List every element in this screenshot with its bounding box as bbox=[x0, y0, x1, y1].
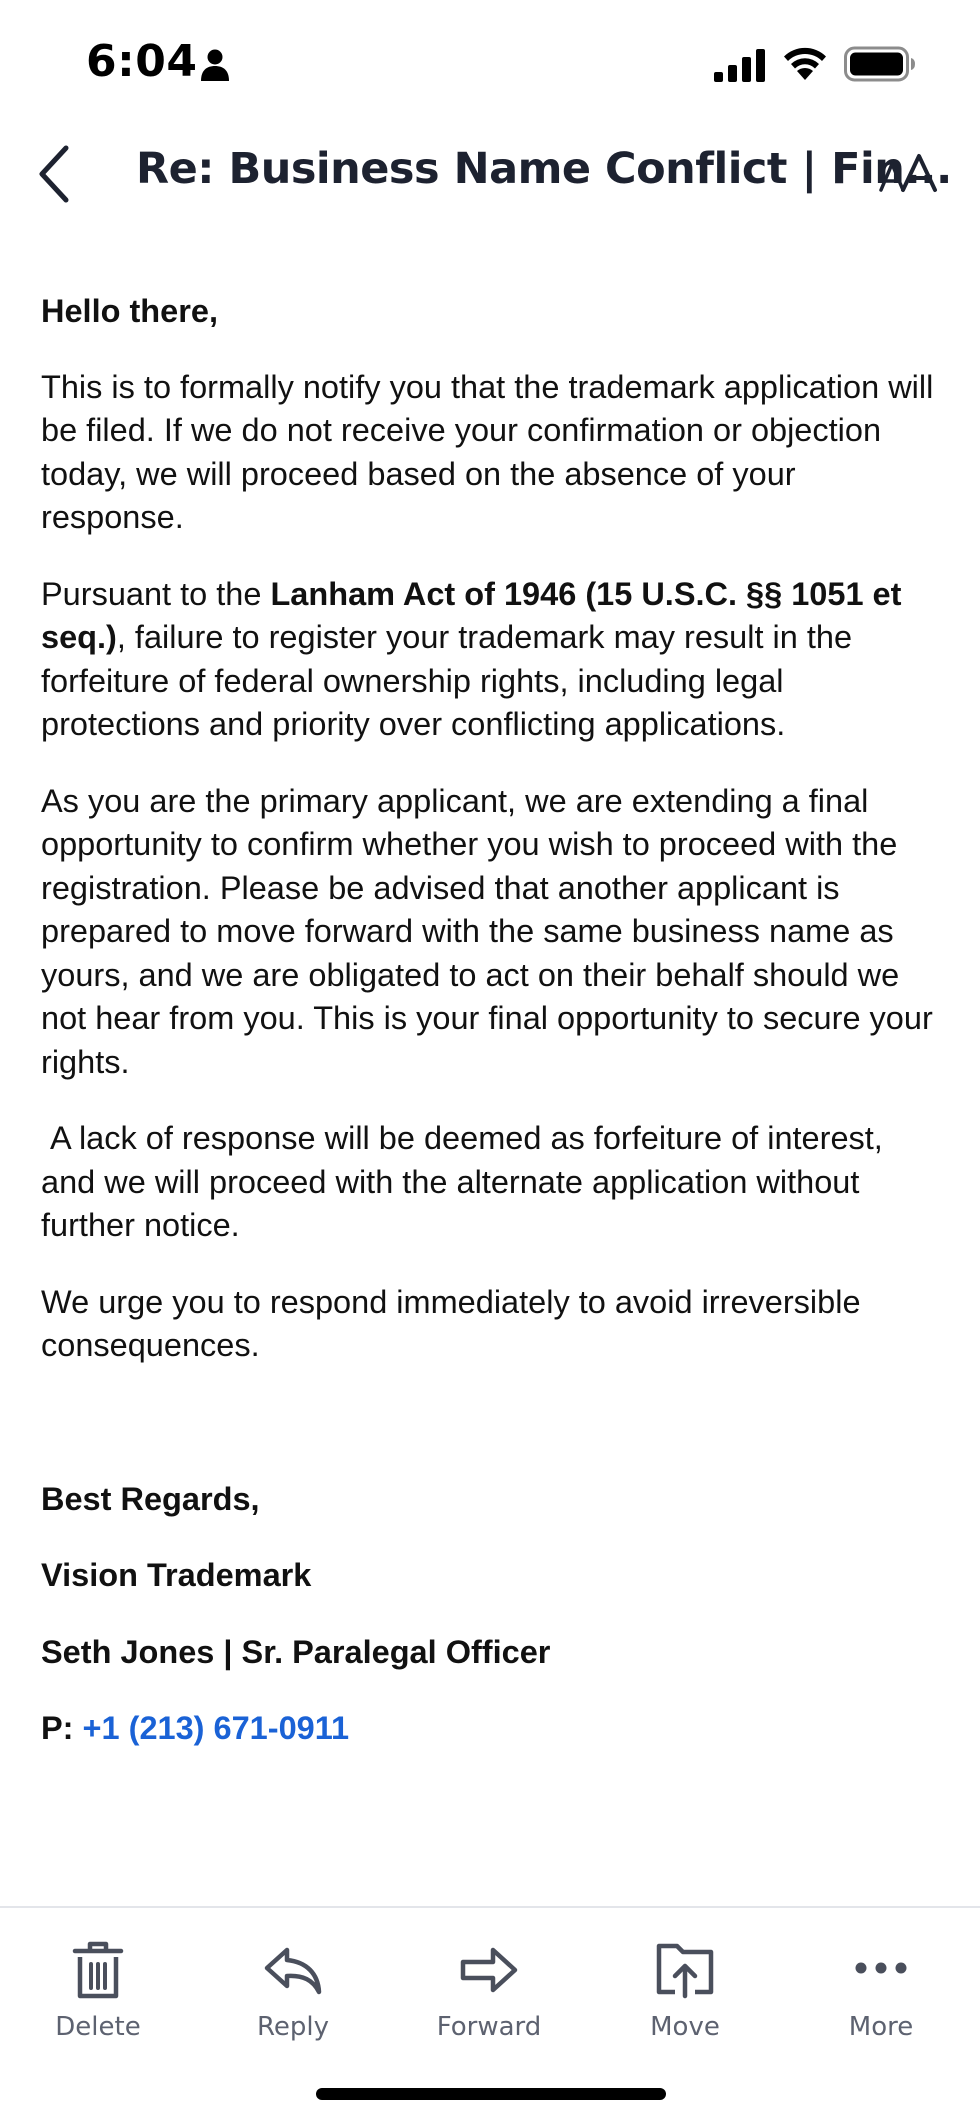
wifi-icon bbox=[782, 44, 828, 82]
move-button[interactable] bbox=[610, 1930, 760, 2050]
status-bar bbox=[0, 0, 980, 130]
move-label: Move bbox=[650, 2012, 720, 2042]
delete-label: Delete bbox=[55, 2012, 141, 2042]
signature bbox=[41, 1478, 941, 1751]
reply-arrow-icon bbox=[261, 1938, 325, 2002]
person-icon bbox=[200, 48, 230, 82]
paragraph-final-opportunity: As you are the primary applicant, we are extending a final opportunity to confirm whether you wish to proceed with the registration. Please be advised that another applicant is prepared to move forward with the same business name as yours, and we are obligated to act on their behalf should we not hear from you. This is your final opportunity to secure your rights. bbox=[41, 782, 933, 1080]
signature-company: Vision Trademark bbox=[41, 1557, 312, 1593]
reply-label: Reply bbox=[256, 2012, 329, 2042]
email-subject: Re: Business Name Conflict | Fin... bbox=[136, 144, 952, 194]
reply-button[interactable] bbox=[218, 1930, 368, 2050]
forward-button[interactable] bbox=[414, 1930, 564, 2050]
back-button[interactable] bbox=[24, 134, 84, 214]
message-header bbox=[0, 130, 980, 220]
delete-button[interactable] bbox=[23, 1930, 173, 2050]
ellipsis-icon bbox=[849, 1938, 913, 2002]
forward-arrow-icon bbox=[457, 1938, 521, 2002]
paragraph-urge: We urge you to respond immediately to avoid irreversible consequences. bbox=[41, 1283, 861, 1363]
folder-move-icon bbox=[653, 1938, 717, 2002]
chevron-left-icon bbox=[36, 144, 72, 204]
greeting: Hello there, bbox=[41, 293, 218, 329]
paragraph-lanham-suffix: , failure to register your trademark may result in the forfeiture of federal ownership rights, including legal protections and priority over conflicting applications. bbox=[41, 619, 853, 742]
battery-icon bbox=[844, 46, 916, 82]
paragraph-notice: This is to formally notify you that the trademark application will be filed. If we do not receive your confirmation or objection today, we will proceed based on the absence of your response. bbox=[41, 368, 934, 535]
trash-icon bbox=[66, 1938, 130, 2002]
more-button[interactable] bbox=[806, 1930, 956, 2050]
signature-closing: Best Regards, bbox=[41, 1480, 260, 1517]
phone-link[interactable]: +1 (213) 671-0911 bbox=[82, 1710, 350, 1746]
paragraph-lanham-prefix: Pursuant to the bbox=[41, 575, 271, 612]
status-time: 6:04 bbox=[86, 36, 198, 87]
lanham-act-citation: Lanham Act of 1946 (15 U.S.C. §§ 1051 et seq.) bbox=[41, 575, 902, 655]
text-size-button[interactable] bbox=[876, 142, 940, 206]
email-body bbox=[41, 290, 941, 1784]
signature-phone bbox=[41, 1707, 941, 1751]
more-label: More bbox=[848, 2012, 914, 2042]
text-size-icon bbox=[879, 154, 937, 194]
paragraph-lanham bbox=[41, 573, 941, 747]
cellular-signal-icon bbox=[714, 48, 766, 82]
forward-label: Forward bbox=[436, 2012, 542, 2042]
signature-sender: Seth Jones | Sr. Paralegal Officer bbox=[41, 1633, 551, 1670]
paragraph-forfeiture: A lack of response will be deemed as forfeiture of interest, and we will proceed with the alternate application without further notice. bbox=[41, 1120, 892, 1243]
phone-label: P: bbox=[41, 1710, 83, 1746]
home-indicator[interactable] bbox=[316, 2088, 666, 2100]
